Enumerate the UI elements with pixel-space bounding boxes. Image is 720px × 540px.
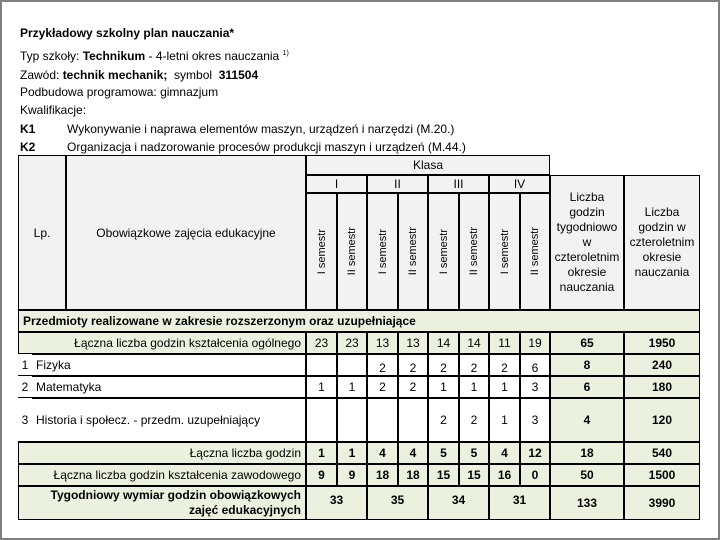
subject-2-sem-4: 2: [398, 376, 428, 398]
weekly-class-4: 31: [489, 486, 550, 520]
subject-2-total: 180: [624, 376, 700, 398]
qualification-k1: [20, 121, 455, 137]
subject-3-sem-5: 2: [428, 398, 459, 442]
sum-row-sem-3: 4: [367, 442, 398, 464]
subject-3-sem-3: [367, 398, 398, 442]
subject-2-sem-7: 1: [489, 376, 520, 398]
curriculum-table: [18, 155, 700, 520]
semester-3-label: I semestr: [376, 228, 389, 275]
semester-4: [398, 193, 428, 310]
subject-3-sem-7: 1: [489, 398, 520, 442]
semester-2: [337, 193, 367, 310]
general-total-sem-2: 23: [337, 332, 367, 354]
subject-lp: 2: [18, 376, 32, 398]
semester-3: [367, 193, 398, 310]
profession-line: [20, 67, 258, 83]
sum-row-total: 540: [624, 442, 700, 464]
subject-3-weekly: 4: [550, 398, 624, 442]
school-type-footnote: 1): [282, 50, 289, 57]
weekly-class-1: 33: [306, 486, 367, 520]
subject-2-sem-5: 1: [428, 376, 459, 398]
sum-row-sem-1: 1: [306, 442, 337, 464]
sum-row-sem-7: 4: [489, 442, 520, 464]
vocational-row-sem-2: 9: [337, 464, 367, 486]
weekly-row-label: Tygodniowy wymiar godzin obowiązkowych zajęć edukacyjnych: [18, 486, 306, 520]
school-type-line: [20, 46, 289, 64]
subject-1-sem-6: 2: [459, 354, 489, 376]
semester-1-label: I semestr: [315, 228, 328, 275]
subject-3-sem-2: [337, 398, 367, 442]
sum-row-sem-8: 12: [520, 442, 550, 464]
general-total-sem-6: 14: [459, 332, 489, 354]
semester-7-label: I semestr: [498, 228, 511, 275]
header-weekly-hours: Liczba godzin tygodniowo w czteroletnim okresie nauczania: [550, 175, 624, 310]
school-type-value: Technikum: [82, 49, 146, 63]
sum-row-weekly: 18: [550, 442, 624, 464]
vocational-row-sem-4: 18: [398, 464, 428, 486]
semester-8: [520, 193, 550, 310]
symbol-label: symbol: [167, 68, 219, 82]
weekly-row-weekly: 133: [550, 486, 624, 520]
general-total-sem-8: 19: [520, 332, 550, 354]
subject-1-sem-7: 2: [489, 354, 520, 376]
vocational-row-weekly: 50: [550, 464, 624, 486]
subject-2-sem-8: 3: [520, 376, 550, 398]
base-line: Podbudowa programowa: gimnazjum: [20, 85, 219, 99]
semester-1: [306, 193, 337, 310]
subject-1-total: 240: [624, 354, 700, 376]
subject-1-sem-8: 6: [520, 354, 550, 376]
vocational-row-sem-8: 0: [520, 464, 550, 486]
sum-row-label: Łączna liczba godzin: [18, 442, 306, 464]
k1-text: Wykonywanie i naprawa elementów maszyn, urządzeń i narzędzi (M.20.): [67, 122, 455, 136]
semester-4-label: II semestr: [407, 227, 419, 276]
page-title: Przykładowy szkolny plan nauczania*: [20, 26, 235, 40]
general-total-sem-5: 14: [428, 332, 459, 354]
subject-2-sem-2: 1: [337, 376, 367, 398]
subject-1-sem-2: [337, 354, 367, 376]
vocational-row-sem-1: 9: [306, 464, 337, 486]
subject-lp: 1: [18, 354, 32, 376]
subject-2-weekly: 6: [550, 376, 624, 398]
profession-label: Zawód:: [20, 68, 63, 82]
class-iii: III: [428, 175, 489, 193]
semester-6: [459, 193, 489, 310]
sum-row-sem-4: 4: [398, 442, 428, 464]
semester-8-label: II semestr: [529, 227, 541, 276]
general-total-sem-3: 13: [367, 332, 398, 354]
k1-code: K1: [20, 122, 36, 136]
class-i: I: [306, 175, 367, 193]
subject-1-sem-1: [306, 354, 337, 376]
general-total-sem-1: 23: [306, 332, 337, 354]
symbol-value: 311504: [218, 68, 259, 82]
subject-name: Historia i społecz. - przedm. uzupełniający: [32, 398, 306, 442]
general-total-total: 1950: [624, 332, 700, 354]
sum-row-sem-6: 5: [459, 442, 489, 464]
subject-3-sem-8: 3: [520, 398, 550, 442]
semester-2-label: II semestr: [346, 227, 358, 276]
general-total-sem-7: 11: [489, 332, 520, 354]
vocational-row-sem-5: 15: [428, 464, 459, 486]
subject-name: Fizyka: [32, 354, 306, 376]
subject-2-sem-1: 1: [306, 376, 337, 398]
k2-text: Organizacja i nadzorowanie procesów produkcji maszyn i urządzeń (M.44.): [67, 140, 466, 154]
section-title: Przedmioty realizowane w zakresie rozszerzonym oraz uzupełniające: [18, 310, 700, 332]
header-lp: Lp.: [18, 155, 66, 310]
sum-row-sem-5: 5: [428, 442, 459, 464]
vocational-row-sem-6: 15: [459, 464, 489, 486]
subject-1-sem-4: 2: [398, 354, 428, 376]
semester-6-label: II semestr: [468, 227, 480, 276]
general-total-sem-4: 13: [398, 332, 428, 354]
vocational-row-total: 1500: [624, 464, 700, 486]
profession-value: technik mechanik;: [62, 68, 168, 82]
subject-2-sem-3: 2: [367, 376, 398, 398]
header-klasa: Klasa: [306, 155, 550, 175]
general-total-weekly: 65: [550, 332, 624, 354]
qualifications-label: Kwalifikacje:: [20, 103, 87, 117]
vocational-row-label: Łączna liczba godzin kształcenia zawodowego: [18, 464, 306, 486]
qualification-k2: [20, 139, 466, 155]
subject-1-weekly: 8: [550, 354, 624, 376]
subject-3-sem-1: [306, 398, 337, 442]
school-type-rest: - 4-letni okres nauczania: [145, 49, 283, 63]
semester-5: [428, 193, 459, 310]
header-subjects: Obowiązkowe zajęcia edukacyjne: [66, 155, 306, 310]
subject-3-total: 120: [624, 398, 700, 442]
general-total-label: Łączna liczba godzin kształcenia ogólnego: [18, 332, 306, 354]
semester-7: [489, 193, 520, 310]
weekly-class-3: 34: [428, 486, 489, 520]
vocational-row-sem-7: 16: [489, 464, 520, 486]
vocational-row-sem-3: 18: [367, 464, 398, 486]
school-type-label: Typ szkoły:: [20, 49, 83, 63]
subject-3-sem-6: 2: [459, 398, 489, 442]
k2-code: K2: [20, 140, 36, 154]
header-total-hours: Liczba godzin w czteroletnim okresie nauczania: [624, 175, 700, 310]
subject-2-sem-6: 1: [459, 376, 489, 398]
class-ii: II: [367, 175, 428, 193]
class-iv: IV: [489, 175, 550, 193]
weekly-row-total: 3990: [624, 486, 700, 520]
subject-1-sem-3: 2: [367, 354, 398, 376]
weekly-class-2: 35: [367, 486, 428, 520]
subject-lp: 3: [18, 398, 32, 442]
sum-row-sem-2: 1: [337, 442, 367, 464]
subject-name: Matematyka: [32, 376, 306, 398]
semester-5-label: I semestr: [437, 228, 450, 275]
subject-3-sem-4: [398, 398, 428, 442]
subject-1-sem-5: 2: [428, 354, 459, 376]
